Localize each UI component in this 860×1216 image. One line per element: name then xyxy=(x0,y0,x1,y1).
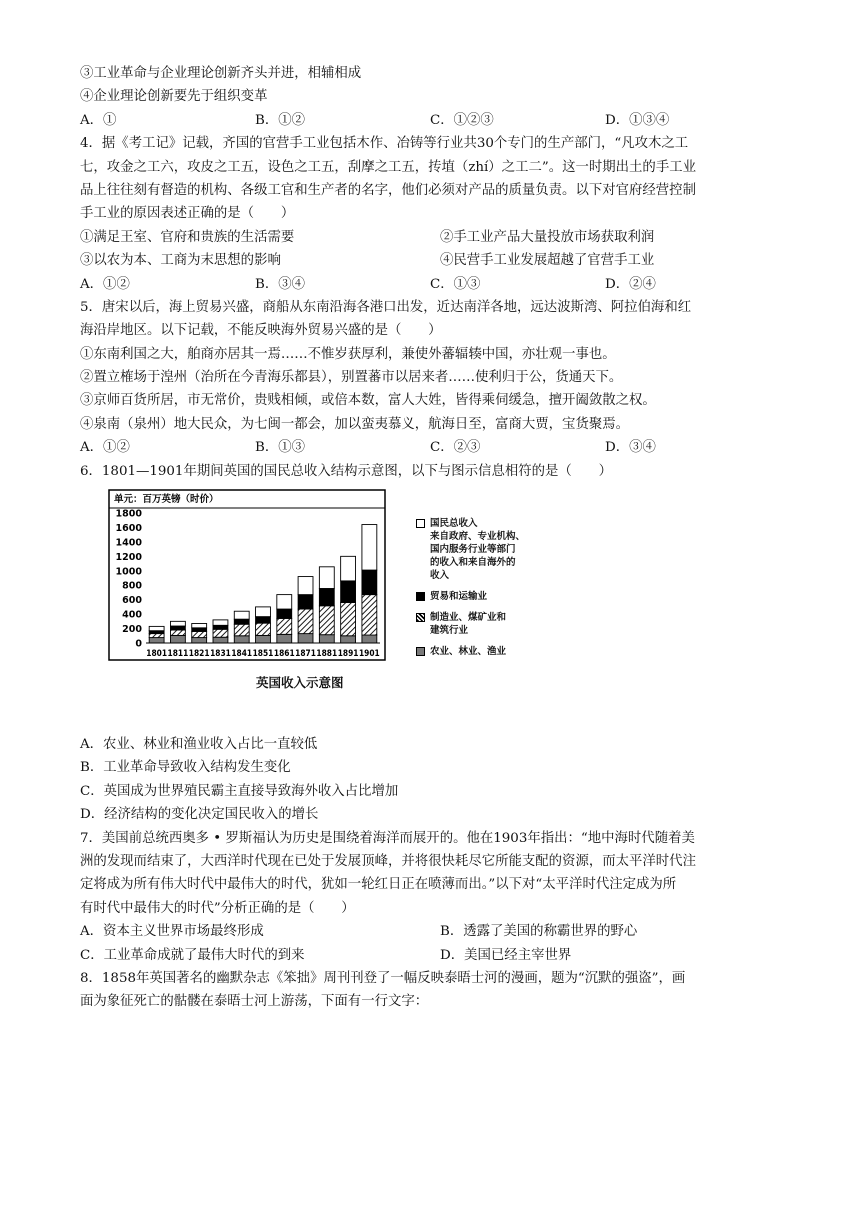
bar-segment xyxy=(213,637,228,643)
x-tick-label: 1901 xyxy=(358,649,380,660)
income-chart xyxy=(80,483,780,733)
legend-label-line: 来自政府、专业机构、 xyxy=(430,531,526,543)
bar-segment xyxy=(298,634,313,643)
bar-segment xyxy=(213,620,228,625)
legend-label-line: 国内服务行业等部门 xyxy=(430,544,516,556)
bar-segment xyxy=(192,624,207,628)
bar-segment xyxy=(319,635,334,643)
bar-segment xyxy=(341,603,356,636)
q7-option-b: B．透露了美国的称霸世界的野心 xyxy=(440,924,638,940)
y-tick-label: 600 xyxy=(122,595,142,607)
q5-option-2: ②置立榷场于湟州（治所在今青海乐都县），别置蕃市以居来者……使利归于公，货通天下。 xyxy=(80,370,623,386)
bar-segment xyxy=(341,636,356,643)
bar-segment xyxy=(256,617,271,624)
legend-swatch xyxy=(416,592,425,601)
bar-segment xyxy=(213,625,228,629)
x-tick-label: 1871 xyxy=(295,649,316,660)
y-tick-label: 1000 xyxy=(115,566,142,578)
y-tick-label: 1400 xyxy=(115,537,142,549)
y-tick-label: 200 xyxy=(122,624,142,636)
q7-stem-line: 有时代中最伟大的时代”分析正确的是（ ） xyxy=(80,900,355,916)
bar-segment xyxy=(298,609,313,634)
q4-option-3: ③以农为本、工商为末思想的影响 xyxy=(80,253,281,269)
bar-segment xyxy=(149,626,164,630)
q4-stem-line: 手工业的原因表述正确的是（ ） xyxy=(80,206,295,222)
q3-choice-a: A．① xyxy=(80,112,117,128)
legend-item xyxy=(416,517,616,582)
legend-label xyxy=(430,590,487,603)
legend-swatch xyxy=(416,519,425,528)
q4-stem-line: 4．据《考工记》记载，齐国的官营手工业包括木作、冶铸等行业共30个专门的生产部门，“凡攻木之工 xyxy=(80,136,689,152)
legend-label xyxy=(430,611,506,637)
q3-option-3: ③工业革命与企业理论创新齐头并进，相辅相成 xyxy=(80,66,362,81)
q4-option-2: ②手工业产品大量投放市场获取利润 xyxy=(440,229,655,245)
y-tick-label: 800 xyxy=(122,580,142,592)
bar-segment xyxy=(234,619,249,624)
legend-label-line: 贸易和运输业 xyxy=(430,591,488,603)
bar-segment xyxy=(277,609,292,618)
legend-label-line: 国民总收入 xyxy=(430,518,478,530)
bar-segment xyxy=(234,624,249,636)
legend-swatch xyxy=(416,647,425,656)
q4-choice-a: A．①② xyxy=(80,276,130,292)
q5-choice-a: A．①② xyxy=(80,440,130,456)
q4-stem-line: 七，攻金之工六，攻皮之工五，设色之工五，刮摩之工五，抟埴（zhí）之工二”。这一时期出土的手工业 xyxy=(80,159,696,175)
q7-options-row xyxy=(80,920,780,943)
x-tick-label: 1851 xyxy=(252,649,274,660)
q6-option-b: B．工业革命导致收入结构发生变化 xyxy=(80,760,291,776)
bar-segment xyxy=(319,567,334,589)
q4-choices xyxy=(80,273,780,296)
bar-segment xyxy=(362,635,377,643)
legend-item xyxy=(416,611,616,637)
bar-segment xyxy=(192,631,207,637)
q4-stem-line: 品上往往刻有督造的机构、各级工官和生产者的名字，他们必须对产品的质量负责。以下对官府经营控制 xyxy=(80,182,696,198)
q4-choice-d: D．②④ xyxy=(605,276,656,292)
q5-choice-b: B．①③ xyxy=(255,440,306,456)
legend-label xyxy=(430,645,506,658)
legend-label-line: 收入 xyxy=(430,570,450,582)
legend-label-line: 建筑行业 xyxy=(430,625,469,637)
x-tick-label: 1841 xyxy=(231,649,253,660)
q6-option-c: C．英国成为世界殖民霸主直接导致海外收入占比增加 xyxy=(80,783,399,799)
q8-stem-line: 8．1858年英国著名的幽默杂志《笨拙》周刊刊登了一幅反映泰晤士河的漫画，题为“沉默的强盗”，画 xyxy=(80,970,686,986)
q5-stem-line: 海沿岸地区。以下记载，不能反映海外贸易兴盛的是（ ） xyxy=(80,323,442,339)
q3-option-4: ④企业理论创新要先于组织变革 xyxy=(80,89,268,105)
q5-choice-d: D．③④ xyxy=(605,440,656,456)
bar-segment xyxy=(319,589,334,606)
x-tick-label: 1831 xyxy=(210,649,231,660)
legend-label-line: 的收入和来自海外的 xyxy=(430,557,516,569)
bar-segment xyxy=(170,630,185,635)
chart-legend xyxy=(416,517,616,666)
legend-item xyxy=(416,645,616,658)
bar-segment xyxy=(170,626,185,630)
q4-choice-b: B．③④ xyxy=(255,276,306,292)
q4-options-row xyxy=(80,249,780,272)
q7-options-row xyxy=(80,944,780,967)
q4-options-row xyxy=(80,226,780,249)
q7-stem-line: 定将成为所有伟大时代中最伟大的时代，犹如一轮红日正在喷薄而出。”以下对“太平洋时代注定成为所 xyxy=(80,877,677,893)
q8-stem-line: 面为象征死亡的骷髅在泰晤士河上游荡，下面有一行文字： xyxy=(80,994,429,1010)
bar-segment xyxy=(341,556,356,581)
q6-stem: 6．1801—1901年期间英国的国民总收入结构示意图，以下与图示信息相符的是（ ） xyxy=(80,463,612,479)
q7-option-c: C．工业革命成就了最伟大时代的到来 xyxy=(80,947,305,963)
bar-segment xyxy=(170,635,185,643)
y-tick-label: 1800 xyxy=(115,508,142,520)
q3-choices xyxy=(80,109,780,132)
x-tick-label: 1801 xyxy=(146,649,168,660)
legend-label-line: 农业、林业、渔业 xyxy=(430,646,507,658)
bar-segment xyxy=(277,618,292,634)
x-tick-label: 1821 xyxy=(188,649,210,660)
bar-segment xyxy=(170,621,185,626)
q5-option-3: ③京师百货所居，市无常价，贵贱相倾，或倍本数，富人大姓，皆得乘伺缓急，擅开阖敛散之权。 xyxy=(80,393,656,409)
x-tick-label: 1811 xyxy=(167,649,189,660)
y-tick-label: 0 xyxy=(135,638,142,650)
legend-swatch xyxy=(416,613,425,622)
bar-segment xyxy=(341,581,356,603)
bar-segment xyxy=(362,570,377,595)
bar-segment xyxy=(256,607,271,617)
legend-label xyxy=(430,517,525,582)
bar-segment xyxy=(149,638,164,643)
bar-segment xyxy=(277,595,292,609)
q5-choice-c: C．②③ xyxy=(430,440,481,456)
exam-page xyxy=(80,62,780,1014)
q7-stem-line: 7．美国前总统西奥多 • 罗斯福认为历史是围绕着海洋而展开的。他在1903年指出：“地中海时代随着美 xyxy=(80,830,695,846)
bar-segment xyxy=(362,525,377,571)
q5-option-4: ④泉南（泉州）地大民众，为七闽一都会，加以蛮夷慕义，航海日至，富商大贾，宝货聚焉。 xyxy=(80,416,630,432)
y-tick-label: 1600 xyxy=(115,522,142,534)
q4-choice-c: C．①③ xyxy=(430,276,481,292)
x-tick-label: 1891 xyxy=(337,649,359,660)
bar-segment xyxy=(149,634,164,638)
y-tick-label: 1200 xyxy=(115,551,142,563)
q4-option-1: ①满足王室、官府和贵族的生活需要 xyxy=(80,229,295,245)
q5-stem-line: 5．唐宋以后，海上贸易兴盛，商船从东南沿海各港口出发，近达南洋各地，远达波斯湾、阿拉伯海和红 xyxy=(80,299,692,315)
chart-title: 英国收入示意图 xyxy=(256,675,344,691)
q3-choice-d: D．①③④ xyxy=(605,112,670,128)
q7-stem-line: 洲的发现而结束了，大西洋时代现在已处于发展顶峰，并将很快耗尽它所能支配的资源，而太平洋时代注 xyxy=(80,853,696,869)
bar-segment xyxy=(298,595,313,609)
q5-choices xyxy=(80,436,780,459)
bar-segment xyxy=(234,636,249,643)
q7-option-d: D．美国已经主宰世界 xyxy=(440,947,572,963)
y-tick-label: 400 xyxy=(122,609,142,621)
bar-segment xyxy=(192,628,207,632)
q5-option-1: ①东南利国之大，舶商亦居其一焉……不惟岁获厚利，兼使外蕃辐辏中国，亦壮观一事也。 xyxy=(80,346,616,362)
bar-segment xyxy=(234,611,249,619)
bar-segment xyxy=(213,629,228,637)
income-bar-chart xyxy=(108,489,408,669)
bar-segment xyxy=(362,595,377,635)
bar-segment xyxy=(256,635,271,643)
bar-segment xyxy=(256,623,271,635)
bar-segment xyxy=(277,634,292,643)
x-tick-label: 1881 xyxy=(316,649,338,660)
chart-unit-label: 单元：百万英镑（时价） xyxy=(114,494,219,506)
bar-segment xyxy=(319,606,334,635)
q4-option-4: ④民营手工业发展超越了官营手工业 xyxy=(440,253,655,269)
bar-segment xyxy=(298,577,313,595)
q3-choice-b: B．①② xyxy=(255,112,306,128)
bar-segment xyxy=(192,638,207,643)
x-tick-label: 1861 xyxy=(273,649,295,660)
q7-option-a: A．资本主义世界市场最终形成 xyxy=(80,924,264,940)
legend-item xyxy=(416,590,616,603)
q6-option-d: D．经济结构的变化决定国民收入的增长 xyxy=(80,807,319,823)
q6-option-a: A．农业、林业和渔业收入占比一直较低 xyxy=(80,737,318,753)
q3-choice-c: C．①②③ xyxy=(430,112,494,128)
legend-label-line: 制造业、煤矿业和 xyxy=(430,612,507,624)
